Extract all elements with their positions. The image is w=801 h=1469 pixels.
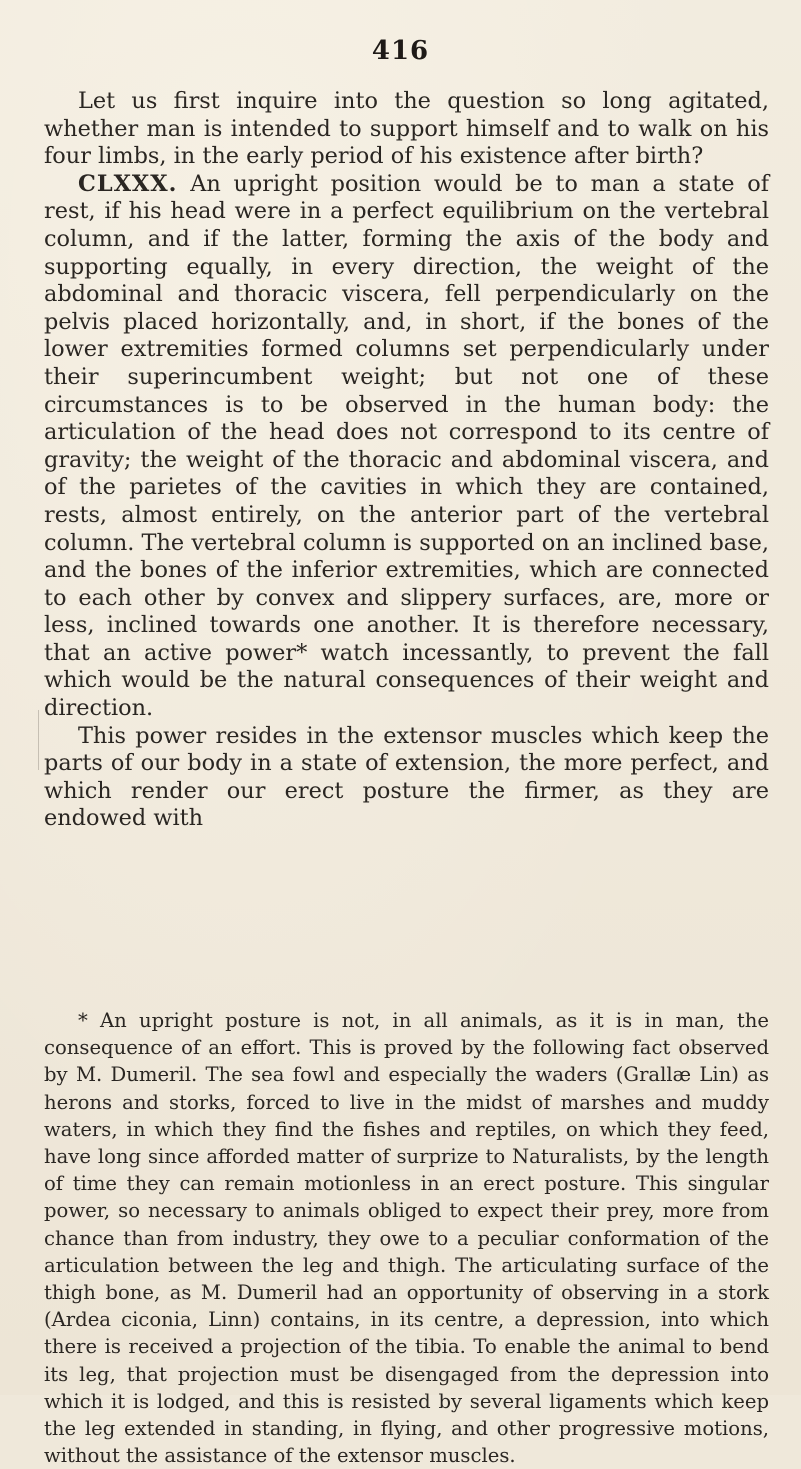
main-text [44,88,769,833]
paragraph-intro: Let us first inquire into the question so long agitated, whether man is intended to support himself and to walk on his four limbs, in the early period of his existence after birth? [44,88,769,170]
paragraph-clxxx [44,171,769,723]
paragraph-clxxx-text: An upright position would be to man a state of rest, if his head were in a perfect equilibrium on the vertebral column, and if the latter, forming the axis of the body and supporting equally, in every direction, the weight of the abdominal and thoracic viscera, fell perpendicularly on the pelvis placed horizontally, and, in short, if the bones of the lower extremities formed columns set perpendicularly under their superincumbent weight; but not one of these circumstances is to be observed in the human body: the articulation of the head does not correspond to its centre of gravity; the weight of the thoracic and abdominal viscera, and of the parietes of the cavities in which they are contained, rests, almost entirely, on the anterior part of the vertebral column. The vertebral column is supported on an inclined base, and the bones of the inferior extremities, which are connected to each other by convex and slippery surfaces, are, more or less, inclined towards one another. It is therefore necessary, that an active power* watch incessantly, to prevent the fall which would be the natural consequences of their weight and direction. [44,170,769,722]
paragraph-extensor: This power resides in the extensor muscles which keep the parts of our body in a state of extension, the more perfect, and which render our erect posture the firmer, as they are endowed with [44,722,769,832]
section-number: CLXXX. [78,170,178,197]
footnote-text: * An upright posture is not, in all animals, as it is in man, the consequence of an effort. This is proved by the following fact observed by M. Dumeril. The sea fowl and especially the waders (Grallæ Lin) as herons and storks, forced to live in the midst of marshes and muddy waters, in which they find the fishes and reptiles, on which they feed, have long since afforded matter of surprize to Naturalists, by the length of time they can remain motionless in an erect posture. This singular power, so necessary to animals obliged to expect their prey, more from chance than from industry, they owe to a peculiar conformation of the articulation between the leg and thigh. The articulating surface of the thigh bone, as M. Dumeril had an opportunity of observing in a stork (Ardea ciconia, Linn) contains, in its centre, a depression, into which there is received a projection of the tibia. To enable the animal to bend its leg, that projection must be disengaged from the depression into which it is lodged, and this is resisted by several ligaments which keep the leg extended in standing, in flying, and other progressive motions, without the assistance of the extensor muscles. [44,1009,769,1468]
margin-mark [38,710,39,770]
page-number: 416 [371,36,430,66]
footnote [44,1007,769,1469]
